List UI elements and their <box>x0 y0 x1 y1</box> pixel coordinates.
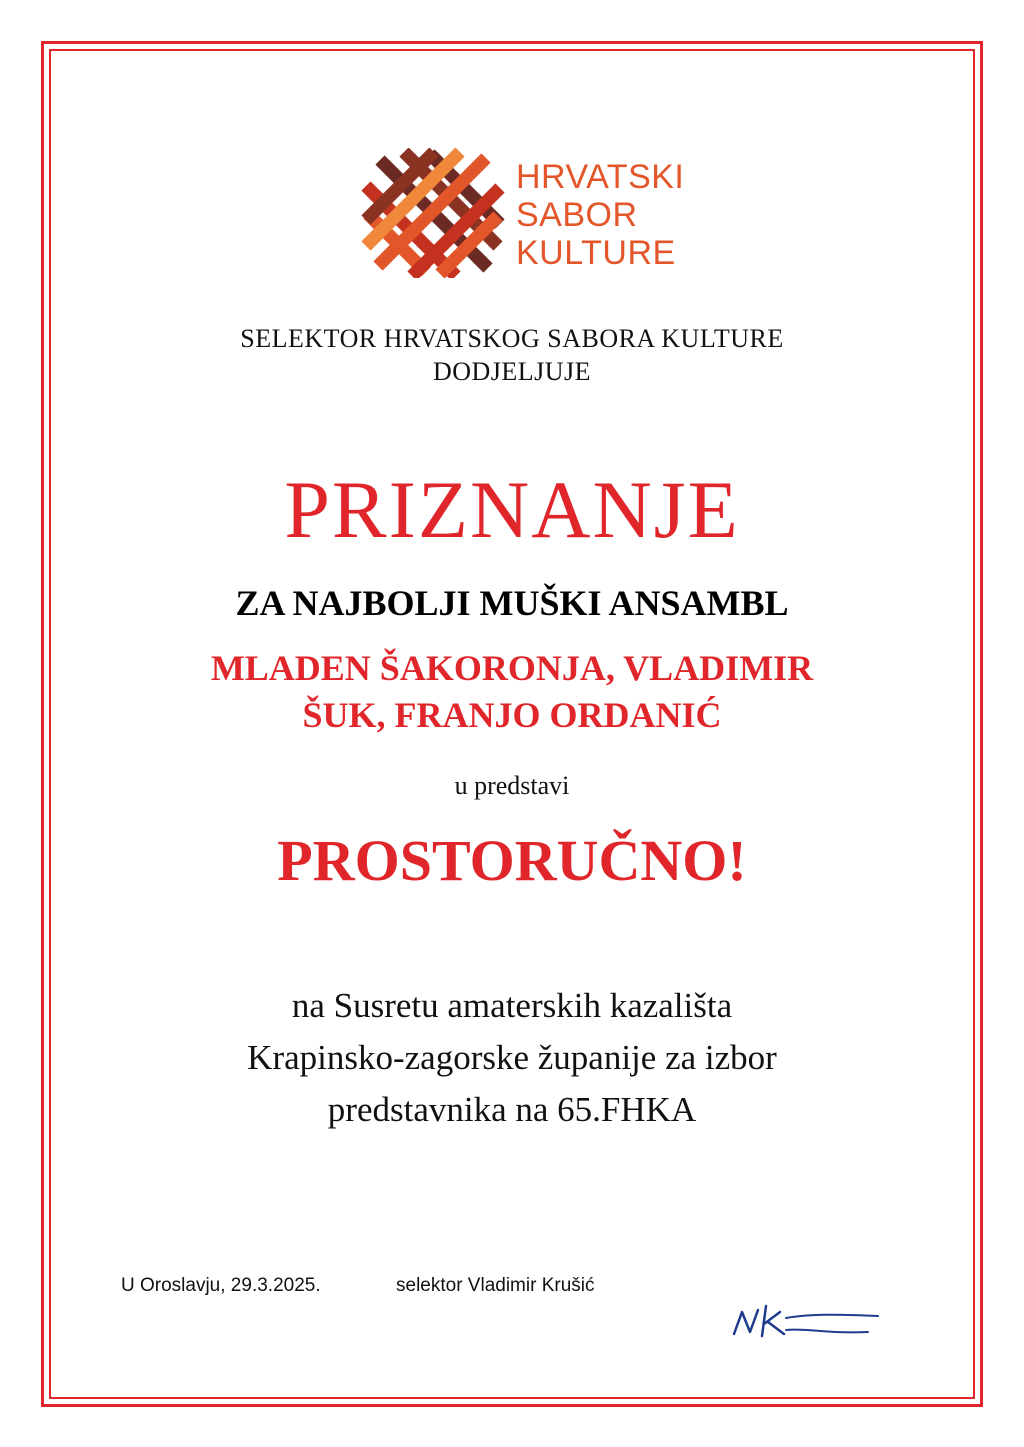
logo-line-1: HRVATSKI <box>516 158 685 196</box>
issuer-line-1: SELEKTOR HRVATSKOG SABORA KULTURE <box>240 324 784 353</box>
handwritten-signature <box>728 1296 888 1346</box>
in-show-label: u predstavi <box>454 771 570 800</box>
logo-wordmark <box>516 158 684 272</box>
play-title: PROSTORUČNO! <box>277 828 747 893</box>
certificate-title: PRIZNANJE <box>284 464 740 555</box>
event-line-1: na Susretu amaterskih kazališta <box>291 986 733 1025</box>
woven-pattern-icon <box>360 148 505 278</box>
event-description <box>60 980 964 1136</box>
event-line-2: Krapinsko-zagorske županije za izbor <box>247 1038 777 1077</box>
logo-line-3: KULTURE <box>516 234 676 272</box>
issuer-line-2: DODJELJUJE <box>432 357 592 386</box>
recipients-line-2: ŠUK, FRANJO ORDANIĆ <box>302 695 722 735</box>
logo-line-2: SABOR <box>516 196 638 234</box>
award-category: ZA NAJBOLJI MUŠKI ANSAMBL <box>235 583 789 623</box>
place-and-date: U Oroslavju, 29.3.2025. <box>121 1275 321 1296</box>
hsk-logo <box>360 148 685 278</box>
issuer-heading <box>60 322 964 388</box>
selector-name: selektor Vladimir Krušić <box>396 1275 595 1296</box>
event-line-3: predstavnika na 65.FHKA <box>327 1090 697 1129</box>
recipients-line-1: MLADEN ŠAKORONJA, VLADIMIR <box>210 648 814 688</box>
recipient-names <box>60 645 964 739</box>
